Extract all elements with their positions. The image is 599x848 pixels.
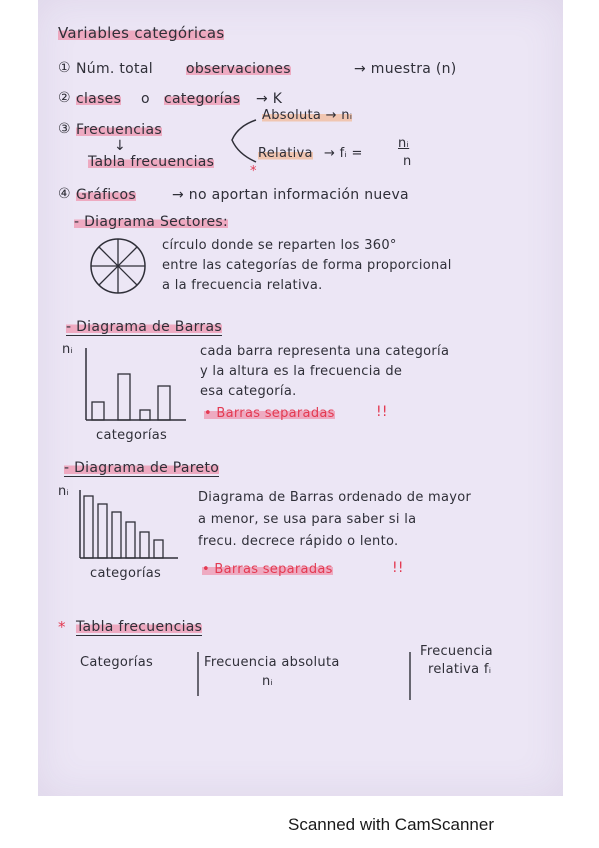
sectores-line-1: círculo donde se reparten los 360° bbox=[162, 238, 397, 253]
item-2-k: → K bbox=[256, 91, 283, 107]
page-heading: Variables categóricas bbox=[58, 24, 225, 42]
pareto-x-label: categorías bbox=[90, 566, 162, 581]
barras-y-label: nᵢ bbox=[62, 342, 74, 357]
item-3-down-arrow: ↓ bbox=[114, 138, 127, 154]
tabla-divider-left bbox=[196, 652, 200, 698]
item-1-number: ① bbox=[58, 60, 71, 76]
tabla-col-absoluta-symbol: nᵢ bbox=[262, 674, 274, 689]
barras-line-4: • Barras separadas bbox=[204, 406, 335, 421]
pareto-title: - Diagrama de Pareto bbox=[64, 460, 220, 476]
tabla-col-categorias: Categorías bbox=[80, 655, 154, 670]
barras-line-1: cada barra representa una categoría bbox=[200, 344, 450, 359]
item-3-number: ③ bbox=[58, 121, 71, 137]
tabla-star: * bbox=[58, 618, 66, 636]
barras-warning-mark: !! bbox=[376, 404, 388, 420]
item-4-description: → no aportan información nueva bbox=[172, 187, 409, 203]
tabla-col-frecuencia-relativa-b: relativa fᵢ bbox=[428, 662, 492, 677]
sectores-line-2: entre las categorías de forma proporcional bbox=[162, 258, 452, 273]
item-3-brace bbox=[228, 118, 258, 164]
item-2-categorias: categorías bbox=[164, 91, 241, 107]
item-1-muestra: → muestra (n) bbox=[354, 61, 457, 77]
item-3-relativa: Relativa bbox=[258, 146, 313, 161]
pareto-line-2: a menor, se usa para saber si la bbox=[198, 512, 417, 527]
item-1-observaciones: observaciones bbox=[186, 61, 291, 77]
bar-chart-sketch bbox=[80, 348, 190, 424]
item-1-label: Núm. total bbox=[76, 61, 153, 77]
item-3-absoluta: Absoluta → nᵢ bbox=[262, 108, 353, 123]
item-3-fi: → fᵢ = bbox=[324, 146, 363, 161]
tabla-title: Tabla frecuencias bbox=[76, 619, 203, 635]
barras-line-2: y la altura es la frecuencia de bbox=[200, 364, 403, 379]
pareto-line-1: Diagrama de Barras ordenado de mayor bbox=[198, 490, 472, 505]
tabla-col-frecuencia-absoluta: Frecuencia absoluta bbox=[204, 655, 340, 670]
pareto-line-4: • Barras separadas bbox=[202, 562, 333, 577]
sectores-title: - Diagrama Sectores: bbox=[74, 214, 228, 230]
pareto-y-label: nᵢ bbox=[58, 484, 70, 499]
scanner-watermark: Scanned with CamScanner bbox=[288, 815, 495, 834]
tabla-divider-right bbox=[408, 652, 412, 702]
pareto-line-3: frecu. decrece rápido o lento. bbox=[198, 534, 399, 549]
item-4-number: ④ bbox=[58, 186, 71, 202]
barras-title: - Diagrama de Barras bbox=[66, 319, 222, 335]
barras-x-label: categorías bbox=[96, 428, 168, 443]
sectores-line-3: a la frecuencia relativa. bbox=[162, 278, 323, 293]
barras-line-3: esa categoría. bbox=[200, 384, 297, 399]
pareto-warning-mark: !! bbox=[392, 560, 404, 576]
item-3-tabla-frecuencias: Tabla frecuencias bbox=[88, 154, 215, 170]
pie-chart-sketch bbox=[88, 236, 150, 298]
item-3-fraction-denominator: n bbox=[403, 154, 412, 169]
item-2-o: o bbox=[141, 91, 150, 107]
tabla-col-frecuencia-relativa-a: Frecuencia bbox=[420, 644, 493, 659]
item-3-star: * bbox=[250, 164, 257, 179]
item-2-number: ② bbox=[58, 90, 71, 106]
item-2-clases: clases bbox=[76, 91, 122, 107]
pareto-chart-sketch bbox=[76, 490, 186, 562]
item-4-graficos: Gráficos bbox=[76, 187, 136, 203]
item-3-frecuencias: Frecuencias bbox=[76, 122, 162, 138]
item-3-fraction-numerator: nᵢ bbox=[398, 136, 410, 151]
